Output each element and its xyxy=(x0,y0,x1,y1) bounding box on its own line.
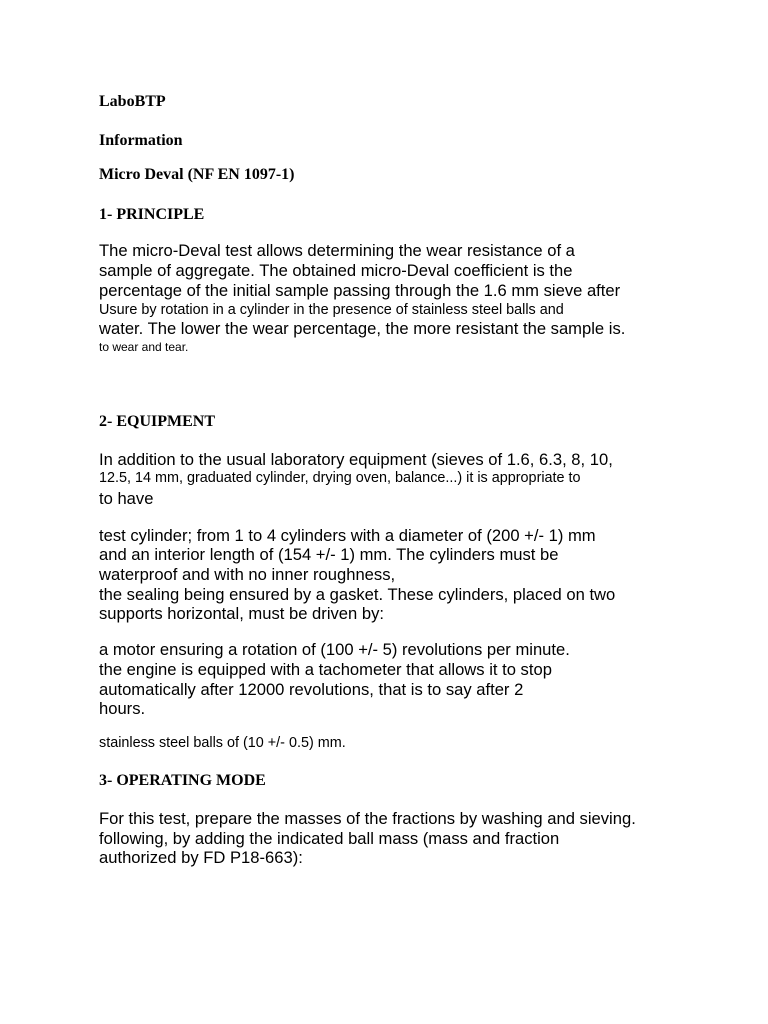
motor-line-3: automatically after 12000 revolutions, that is to say after 2 xyxy=(99,680,524,699)
principle-line-2: sample of aggregate. The obtained micro-Deval coefficient is the xyxy=(99,261,573,280)
equipment-intro-line-1: In addition to the usual laboratory equipment (sieves of 1.6, 6.3, 8, 10, xyxy=(99,450,613,469)
motor-line-1: a motor ensuring a rotation of (100 +/- 5) revolutions per minute. xyxy=(99,640,570,659)
principle-heading: 1- PRINCIPLE xyxy=(99,206,205,223)
motor-line-2: the engine is equipped with a tachometer that allows it to stop xyxy=(99,660,552,679)
cylinder-line-3: waterproof and with no inner roughness, xyxy=(99,565,396,584)
equipment-intro-line-3: to have xyxy=(99,489,154,508)
principle-line-3: percentage of the initial sample passing through the 1.6 mm sieve after xyxy=(99,281,621,300)
operating-mode-heading: 3- OPERATING MODE xyxy=(99,772,266,789)
motor-line-4: hours. xyxy=(99,699,146,718)
principle-note: to wear and tear. xyxy=(99,340,189,354)
cylinder-line-2: and an interior length of (154 +/- 1) mm. The cylinders must be xyxy=(99,545,559,564)
section-label: Information xyxy=(99,132,183,149)
cylinder-line-1: test cylinder; from 1 to 4 cylinders with a diameter of (200 +/- 1) mm xyxy=(99,526,596,545)
operating-line-1: For this test, prepare the masses of the fractions by washing and sieving. xyxy=(99,809,636,828)
balls-line: stainless steel balls of (10 +/- 0.5) mm. xyxy=(99,735,346,751)
operating-line-3: authorized by FD P18-663): xyxy=(99,848,303,867)
site-name: LaboBTP xyxy=(99,93,166,110)
cylinder-line-4: the sealing being ensured by a gasket. These cylinders, placed on two xyxy=(99,585,616,604)
equipment-heading: 2- EQUIPMENT xyxy=(99,413,215,430)
principle-line-1: The micro-Deval test allows determining the wear resistance of a xyxy=(99,241,575,260)
document-title: Micro Deval (NF EN 1097-1) xyxy=(99,166,295,183)
principle-line-4: Usure by rotation in a cylinder in the presence of stainless steel balls and xyxy=(99,302,564,318)
operating-line-2: following, by adding the indicated ball mass (mass and fraction xyxy=(99,829,560,848)
principle-line-5: water. The lower the wear percentage, the more resistant the sample is. xyxy=(99,319,626,338)
equipment-intro-line-2: 12.5, 14 mm, graduated cylinder, drying oven, balance...) it is appropriate to xyxy=(99,470,581,486)
cylinder-line-5: supports horizontal, must be driven by: xyxy=(99,604,385,623)
